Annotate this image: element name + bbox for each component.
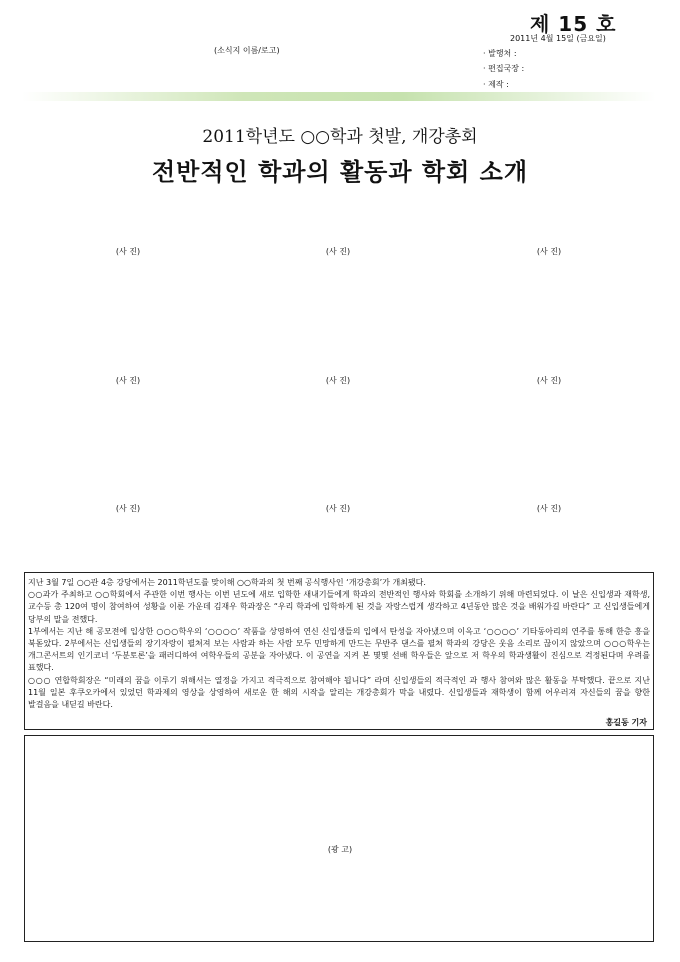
advertisement-label: (광 고) — [327, 845, 353, 854]
article-paragraph: ○○○ 연합학회장은 “미래의 꿈을 이루기 위해서는 열정을 가지고 적극적으로 참여해야 됩니다” 라며 신입생들의 적극적인 과 행사 참여와 많은 활동을 부탁했다. 끝으로 지난 11월 일본 후쿠오카에서 있었던 학과제의 영상을 상영하여 새로운 한 해의 시작을 알리는 개강총회가 막을 내렸다. 신입생들과 재학생이 함께 어우러져 자신들의 꿈을 향한 발걸음을 내딛길 바란다. — [28, 675, 650, 710]
photo-placeholder: (사 진) — [325, 504, 351, 513]
article-subtitle: 2011학년도 ○○학과 첫발, 개강총회 — [202, 127, 478, 147]
photo-placeholder: (사 진) — [115, 376, 141, 385]
article-paragraph: ○○과가 주최하고 ○○학회에서 주관한 이번 행사는 이번 년도에 새로 입학한 새내기들에게 학과의 전반적인 행사와 학회를 소개하기 위해 마련되었다. 이 날은 신입생과 재학생, 교수등 총 120여 명이 참여하여 성황을 이룬 가운데 김재우 학과장은 “우리 학과에 입학하게 된 것을 자랑스럽게 생각하고 4년동안 많은 것을 배워가길 바란다” 고 신입생들에게 당부의 말을 전했다. — [28, 590, 650, 624]
article-paragraph: 지난 3월 7일 ○○관 4층 강당에서는 2011학년도를 맞이해 ○○학과의 첫 번째 공식행사인 ‘개강총회’가 개최됐다. — [28, 578, 426, 587]
header-divider — [22, 92, 656, 101]
article-paragraph: 1부에서는 지난 해 공모전에 입상한 ○○○학우의 ‘○○○○’ 작품을 상영하여 연신 신입생들의 입에서 탄성을 자아냈으며 이윽고 ‘○○○○’ 기타동아리의 연주를 통해 한층 흥을 북돋았다. 2부에서는 신입생들의 장기자랑이 펼쳐져 보는 사람과 하는 사람 모두 민망하게 만드는 무반주 댄스를 펼쳐 학과의 강당은 웃음 소리로 끊이지 않았으며 ○○○학우는 개그콘서트의 인기코너 ‘두분토론’을 패러디하여 여학우들의 공분을 자아냈다. 이 공연을 지켜 본 몇몇 선배 학우들은 앞으로 저 학우의 학과생활이 진심으로 걱정된다며 우려를 표했다. — [28, 626, 650, 673]
photo-placeholder: (사 진) — [536, 247, 562, 256]
photo-placeholder: (사 진) — [325, 376, 351, 385]
article-headline: 전반적인 학과의 활동과 학회 소개 — [152, 158, 528, 186]
article-box — [24, 572, 654, 730]
meta-production: · 제작 : — [483, 80, 509, 89]
meta-publisher: · 발행처 : — [483, 49, 517, 58]
masthead-placeholder: (소식지 이름/로고) — [214, 46, 280, 55]
article-body — [28, 577, 650, 711]
photo-placeholder: (사 진) — [115, 504, 141, 513]
issue-number: 제 15 호 — [530, 12, 617, 36]
meta-editor: · 편집국장 : — [483, 64, 525, 73]
photo-placeholder: (사 진) — [536, 504, 562, 513]
photo-placeholder: (사 진) — [115, 247, 141, 256]
photo-placeholder: (사 진) — [536, 376, 562, 385]
advertisement-box — [24, 735, 654, 942]
publication-date: 2011년 4월 15일 (금요일) — [510, 34, 606, 43]
photo-placeholder: (사 진) — [325, 247, 351, 256]
article-byline: 홍길동 기자 — [605, 718, 647, 727]
